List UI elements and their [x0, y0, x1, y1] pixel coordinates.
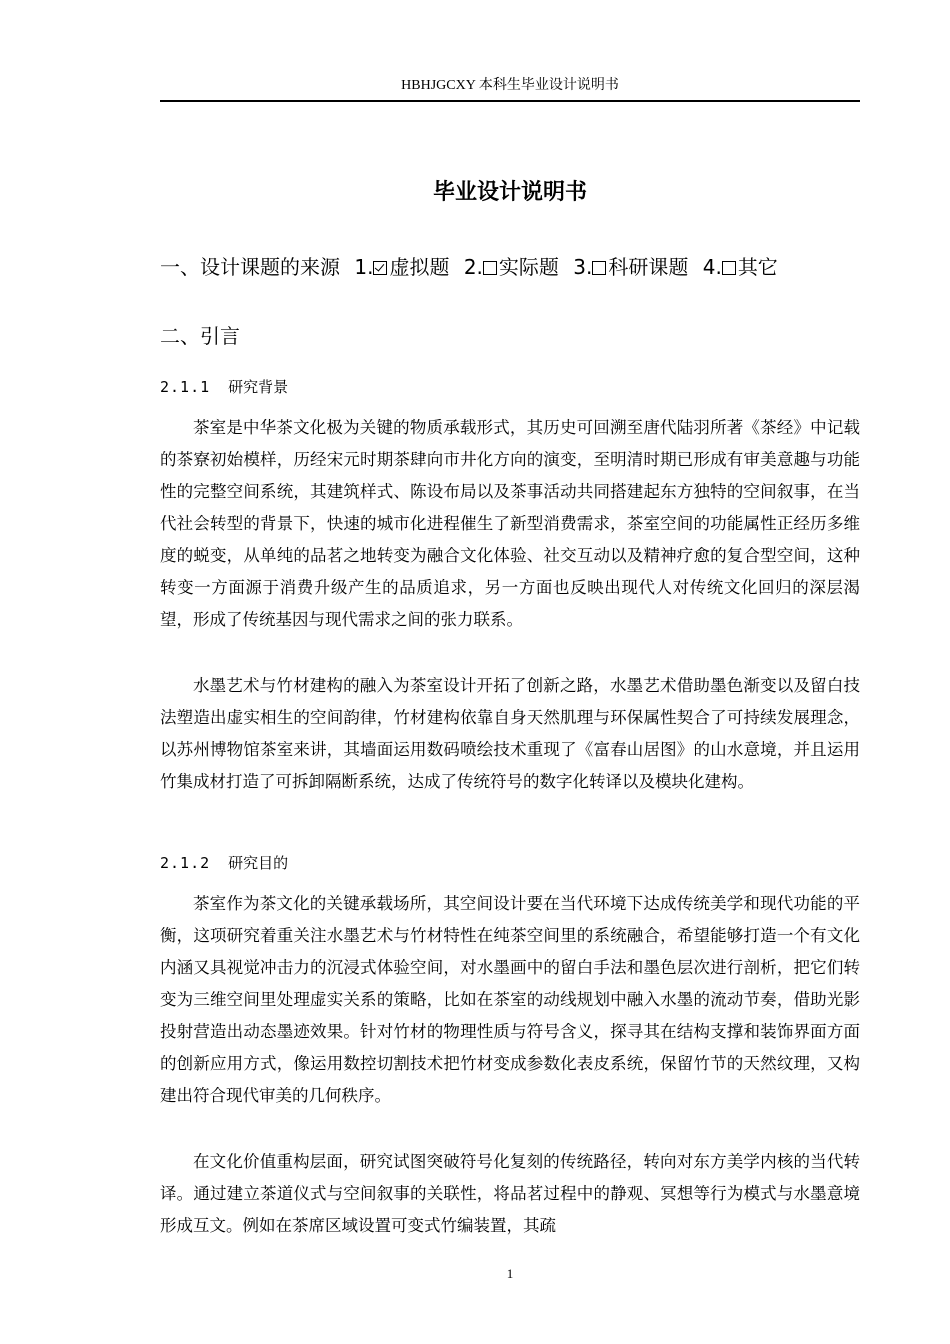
subsection-number: 2.1.1	[160, 378, 211, 396]
subsection-heading-background	[160, 375, 288, 399]
option-label: 其它	[737, 255, 778, 279]
option-actual	[464, 255, 565, 279]
option-label: 科研课题	[608, 255, 689, 279]
subsection-number: 2.1.2	[160, 854, 211, 872]
checkbox-icon	[592, 261, 606, 275]
document-title: 毕业设计说明书	[432, 180, 587, 205]
option-num: 4.	[702, 255, 722, 279]
page-header: HBHJGCXY 本科生毕业设计说明书	[401, 78, 619, 93]
section-topic-source-label: 一、设计课题的来源	[160, 255, 340, 279]
option-label: 虚拟题	[389, 255, 450, 279]
subsection-title: 研究背景	[228, 378, 289, 396]
page-number: 1	[506, 1266, 514, 1281]
section-introduction-heading: 二、引言	[160, 324, 240, 348]
paragraph: 水墨艺术与竹材建构的融入为茶室设计开拓了创新之路，水墨艺术借助墨色渐变以及留白技法塑造出虚实相生的空间韵律，竹材建构依靠自身天然肌理与环保属性契合了可持续发展理念，以苏州博物馆茶室来讲，其墙面运用数码喷绘技术重现了《富春山居图》的山水意境，并且运用竹集成材打造了可拆卸隔断系统，达成了传统符号的数字化转译以及模块化建构。	[160, 676, 860, 791]
option-num: 1.	[354, 255, 374, 279]
paragraph: 茶室是中华茶文化极为关键的物质承载形式，其历史可回溯至唐代陆羽所著《茶经》中记载的茶寮初始模样，历经宋元时期茶肆向市井化方向的演变，至明清时期已形成有审美意趣与功能性的完整空间系统，其建筑样式、陈设布局以及茶事活动共同搭建起东方独特的空间叙事，在当代社会转型的背景下，快速的城市化进程催生了新型消费需求，茶室空间的功能属性正经历多维度的蜕变，从单纯的品茗之地转变为融合文化体验、社交互动以及精神疗愈的复合型空间，这种转变一方面源于消费升级产生的品质追求，另一方面也反映出现代人对传统文化回归的深层渴望，形成了传统基因与现代需求之间的张力联系。	[160, 418, 860, 629]
checkbox-icon	[483, 261, 497, 275]
option-virtual	[354, 255, 455, 279]
header-rule	[160, 100, 860, 102]
paragraph: 茶室作为茶文化的关键承载场所，其空间设计要在当代环境下达成传统美学和现代功能的平衡，这项研究着重关注水墨艺术与竹材特性在纯茶空间里的系统融合，希望能够打造一个有文化内涵又具视觉冲击力的沉浸式体验空间，对水墨画中的留白手法和墨色层次进行剖析，把它们转变为三维空间里处理虚实关系的策略，比如在茶室的动线规划中融入水墨的流动节奏，借助光影投射营造出动态墨迹效果。针对竹材的物理性质与符号含义，探寻其在结构支撑和装饰界面方面的创新应用方式，像运用数控切割技术把竹材变成参数化表皮系统，保留竹节的天然纹理，又构建出符合现代审美的几何秩序。	[160, 894, 860, 1105]
option-label: 实际题	[498, 255, 559, 279]
option-research	[573, 255, 694, 279]
option-other	[703, 255, 778, 279]
subsection-title: 研究目的	[228, 854, 289, 872]
option-num: 2.	[463, 255, 483, 279]
checkbox-icon	[722, 261, 736, 275]
paragraph: 在文化价值重构层面，研究试图突破符号化复刻的传统路径，转向对东方美学内核的当代转译。通过建立茶道仪式与空间叙事的关联性，将品茗过程中的静观、冥想等行为模式与水墨意境形成互文。例如在茶席区域设置可变式竹编装置，其疏	[160, 1152, 860, 1235]
checked-checkbox-icon	[373, 261, 387, 275]
subsection-heading-purpose	[160, 851, 288, 875]
option-num: 3.	[573, 255, 593, 279]
section-topic-source	[160, 252, 880, 282]
